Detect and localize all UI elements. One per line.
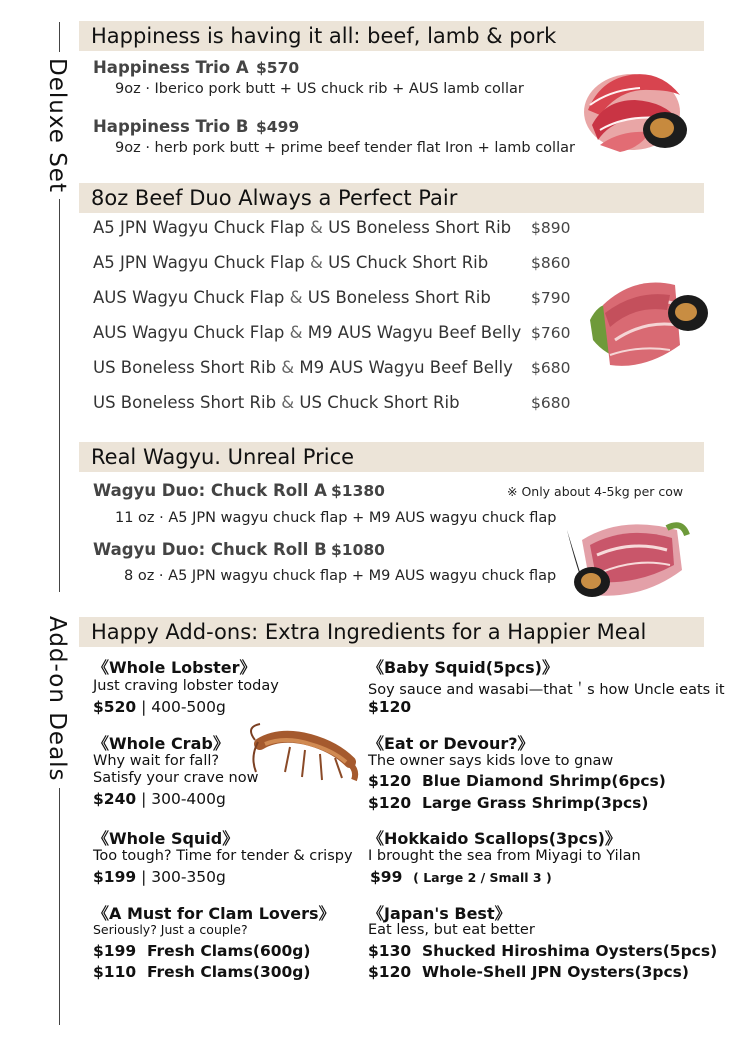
addon-oyster-title: 《Japan's Best》 — [368, 904, 511, 923]
addon-crab-desc: Why wait for fall? — [93, 753, 220, 769]
wagyu-duo-a-price: $1380 — [331, 482, 385, 500]
addon-deals-label: Add-on Deals — [44, 610, 70, 788]
addon-clam-line-1: $199 Fresh Clams(600g) — [93, 942, 311, 960]
addon-squid-title: 《Whole Squid》 — [93, 829, 239, 848]
trio-a-price: $570 — [256, 59, 300, 77]
addon-clam-title: 《A Must for Clam Lovers》 — [93, 904, 335, 923]
meat-platter-image — [580, 60, 698, 160]
addon-oyster-line-2: $120 Whole-Shell JPN Oysters(3pcs) — [368, 963, 689, 981]
trio-b-name: Happiness Trio B — [93, 117, 249, 136]
section-heading-happiness: Happiness is having it all: beef, lamb & pork — [79, 21, 704, 51]
addon-baby-squid-price: $120 — [368, 698, 412, 716]
duo-row-2: A5 JPN Wagyu Chuck Flap & US Chuck Short Rib — [93, 253, 489, 272]
addon-oyster-desc: Eat less, but eat better — [368, 922, 535, 938]
trio-b-desc: 9oz · herb pork butt + prime beef tender flat Iron + lamb collar — [115, 140, 575, 156]
addon-scallop-title: 《Hokkaido Scallops(3pcs)》 — [368, 829, 621, 848]
wagyu-platter-image — [562, 510, 692, 608]
supply-note: ※ Only about 4-5kg per cow — [507, 484, 684, 499]
addon-crab-title: 《Whole Crab》 — [93, 734, 229, 753]
wagyu-duo-b-price: $1080 — [331, 541, 385, 559]
addon-crab-price: $240 | 300-400g — [93, 790, 226, 808]
section-heading-real-wagyu: Real Wagyu. Unreal Price — [79, 442, 704, 472]
wagyu-duo-b-name: Wagyu Duo: Chuck Roll B — [93, 540, 327, 559]
duo-row-4-price: $760 — [531, 324, 571, 342]
addon-clam-desc: Seriously? Just a couple? — [93, 922, 248, 937]
addon-squid-price: $199 | 300-350g — [93, 868, 226, 886]
beef-slices-image — [585, 265, 710, 385]
addon-lobster-desc: Just craving lobster today — [93, 678, 279, 694]
trio-a-desc: 9oz · Iberico pork butt + US chuck rib + AUS lamb collar — [115, 81, 524, 97]
duo-row-5-price: $680 — [531, 359, 571, 377]
section-heading-beef-duo: 8oz Beef Duo Always a Perfect Pair — [79, 183, 704, 213]
duo-row-6: US Boneless Short Rib & US Chuck Short Rib — [93, 393, 460, 412]
addon-crab-desc-2: Satisfy your crave now — [93, 770, 259, 786]
addon-scallop-desc: I brought the sea from Miyagi to Yilan — [368, 848, 641, 864]
wagyu-duo-a-name: Wagyu Duo: Chuck Roll A — [93, 481, 327, 500]
duo-row-3: AUS Wagyu Chuck Flap & US Boneless Short Rib — [93, 288, 491, 307]
duo-row-3-price: $790 — [531, 289, 571, 307]
addon-baby-squid-title: 《Baby Squid(5pcs)》 — [368, 658, 558, 677]
addon-lobster-price: $520 | 400-500g — [93, 698, 226, 716]
addon-lobster-title: 《Whole Lobster》 — [93, 658, 256, 677]
lobster-image — [250, 722, 360, 784]
addon-squid-desc: Too tough? Time for tender & crispy — [93, 848, 353, 864]
section-heading-addons: Happy Add-ons: Extra Ingredients for a Happier Meal — [79, 617, 704, 647]
duo-row-2-price: $860 — [531, 254, 571, 272]
addon-shrimp-line-1: $120 Blue Diamond Shrimp(6pcs) — [368, 772, 666, 790]
duo-row-4: AUS Wagyu Chuck Flap & M9 AUS Wagyu Beef Belly — [93, 323, 522, 342]
addon-shrimp-desc: The owner says kids love to gnaw — [368, 753, 614, 769]
duo-row-1: A5 JPN Wagyu Chuck Flap & US Boneless Short Rib — [93, 218, 512, 237]
wagyu-duo-b-desc: 8 oz · A5 JPN wagyu chuck flap + M9 AUS wagyu chuck flap — [124, 568, 557, 584]
addon-clam-line-2: $110 Fresh Clams(300g) — [93, 963, 311, 981]
addon-shrimp-title: 《Eat or Devour?》 — [368, 734, 534, 753]
duo-row-5: US Boneless Short Rib & M9 AUS Wagyu Beef Belly — [93, 358, 513, 377]
trio-a-name: Happiness Trio A — [93, 58, 249, 77]
duo-row-1-price: $890 — [531, 219, 571, 237]
deluxe-set-label: Deluxe Set — [44, 52, 70, 199]
wagyu-duo-a-desc: 11 oz · A5 JPN wagyu chuck flap + M9 AUS wagyu chuck flap — [115, 510, 557, 526]
addon-oyster-line-1: $130 Shucked Hiroshima Oysters(5pcs) — [368, 942, 718, 960]
addon-shrimp-line-2: $120 Large Grass Shrimp(3pcs) — [368, 794, 649, 812]
duo-row-6-price: $680 — [531, 394, 571, 412]
addon-baby-squid-desc: Soy sauce and wasabi—that＇s how Uncle eats it — [368, 682, 725, 698]
trio-b-price: $499 — [256, 118, 300, 136]
addon-scallop-price: $99 ( Large 2 / Small 3 ) — [370, 868, 552, 886]
